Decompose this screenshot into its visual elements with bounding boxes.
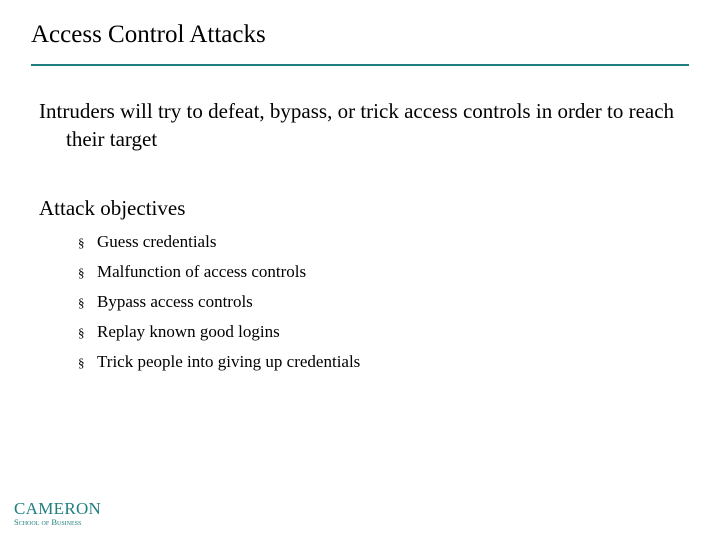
bullet-icon: § xyxy=(78,325,85,340)
bullet-icon: § xyxy=(78,295,85,310)
bullet-icon: § xyxy=(78,355,85,370)
list-item xyxy=(78,317,360,347)
bullet-icon: § xyxy=(78,265,85,280)
list-item-text: Bypass access controls xyxy=(97,292,253,311)
logo-name: CAMERON xyxy=(14,499,102,518)
list-item xyxy=(78,257,360,287)
slide-title: Access Control Attacks xyxy=(31,21,266,48)
list-item-text: Malfunction of access controls xyxy=(97,262,307,281)
bullet-icon: § xyxy=(78,235,85,250)
list-item-text: Guess credentials xyxy=(97,232,217,251)
list-item-text: Replay known good logins xyxy=(97,322,280,341)
logo-subtitle: School of Business xyxy=(14,517,82,527)
objectives-heading: Attack objectives xyxy=(39,196,186,220)
objectives-list xyxy=(78,227,360,377)
list-item xyxy=(78,287,360,317)
list-item-text: Trick people into giving up credentials xyxy=(97,352,361,371)
cameron-logo xyxy=(14,499,102,528)
title-divider xyxy=(31,64,689,66)
list-item xyxy=(78,347,360,377)
list-item xyxy=(78,227,360,257)
intro-paragraph: Intruders will try to defeat, bypass, or trick access controls in order to reach their target xyxy=(39,99,675,151)
